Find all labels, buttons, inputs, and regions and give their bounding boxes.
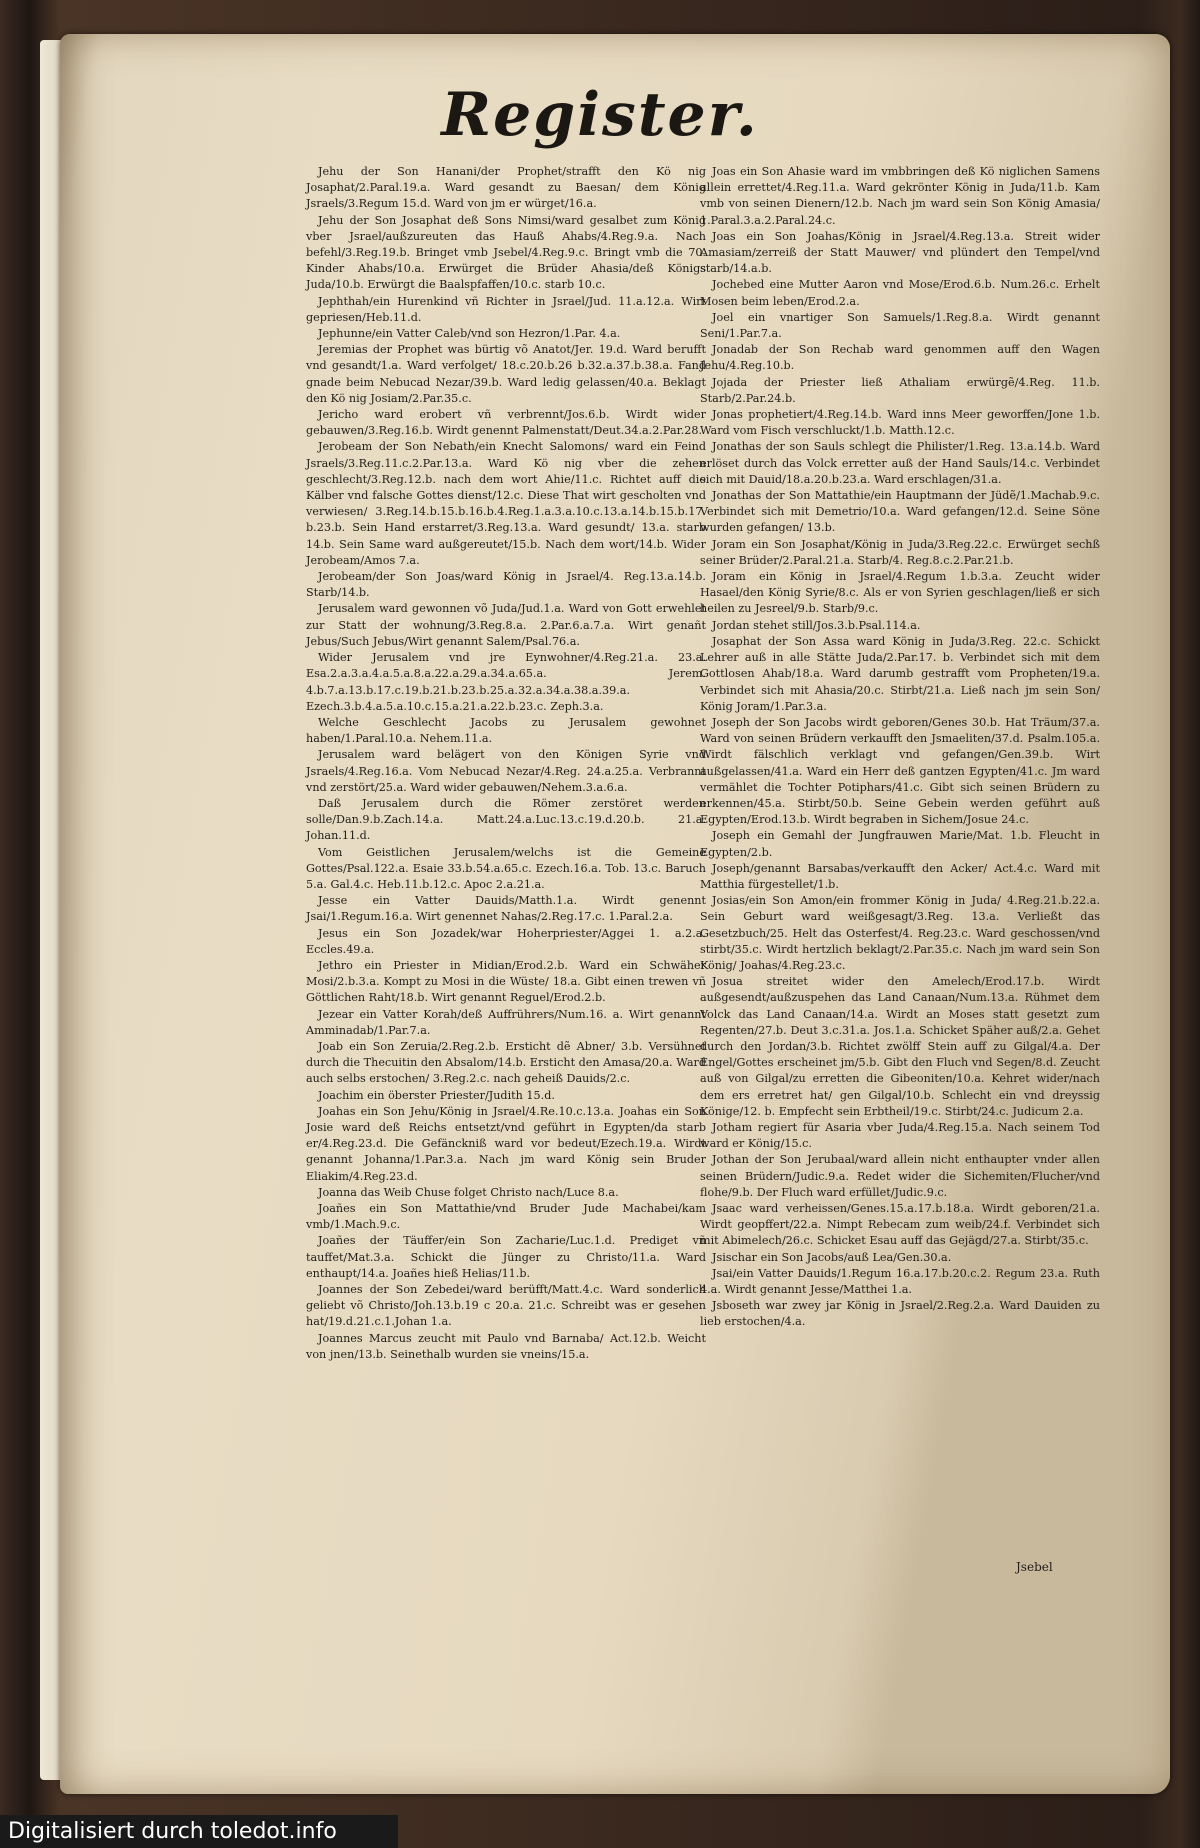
register-column-right	[700, 164, 1100, 1331]
register-entry: Jethro ein Priester in Midian/Erod.2.b. Ward ein Schwäher Mosi/2.b.3.a. Kompt zu Mosi in die Wüste/ 18.a. Gibt einen trewen vñ Göttlichen Raht/18.b. Wirt genannt Reguel/Erod.2.b.	[306, 958, 706, 1005]
register-entry: Jochebed eine Mutter Aaron vnd Mose/Erod.6.b. Num.26.c. Erhelt Mosen beim leben/Erod.2.a.	[700, 278, 1100, 308]
page-heading: Register.	[441, 80, 759, 150]
register-entry: Jerusalem ward belägert von den Königen Syrie vnd Jsraels/4.Reg.16.a. Vom Nebucad Nezar/4.Reg. 24.a.25.a. Verbrannt vnd zerstört/25.a. Ward wider gebauwen/Nehem.3.a.6.a.	[306, 748, 706, 794]
register-entry: Joanna das Weib Chuse folget Christo nach/Luce 8.a.	[318, 1185, 619, 1199]
register-entry: Jesse ein Vatter Dauids/Matth.1.a. Wirdt genennt Jsai/1.Regum.16.a. Wirt genennet Nahas/2.Reg.17.c. 1.Paral.2.a.	[306, 894, 706, 924]
register-entry: Joañes der Täuffer/ein Son Zacharie/Luc.1.d. Prediget vñ tauffet/Mat.3.a. Schickt die Jünger zu Christo/11.a. Ward enthaupt/14.a. Joañes hieß Helias/11.b.	[306, 1234, 706, 1280]
register-entry: Joahas ein Son Jehu/König in Jsrael/4.Re.10.c.13.a. Joahas ein Son Josie ward deß Reichs entsetzt/vnd geführt in Egypten/da starb er/4.Reg.23.d. Die Gefänckniß ward vor bedeut/Ezech.19.a. Wirdt genannt Johanna/1.Par.3.a. Nach jm ward König sein Bruder Eliakim/4.Reg.23.d.	[306, 1104, 706, 1183]
register-entry: Jesus ein Son Jozadek/war Hoherpriester/Aggei 1. a.2.a. Eccles.49.a.	[306, 926, 706, 956]
register-entry: Jsboseth war zwey jar König in Jsrael/2.Reg.2.a. Ward Dauiden zu lieb erstochen/4.a.	[700, 1299, 1100, 1329]
register-entry: Joel ein vnartiger Son Samuels/1.Reg.8.a. Wirdt genannt Seni/1.Par.7.a.	[700, 310, 1100, 341]
register-entry: Jonas prophetiert/4.Reg.14.b. Ward inns Meer geworffen/Jone 1.b. Ward vom Fisch verschluckt/1.b. Matth.12.c.	[700, 408, 1100, 438]
register-entry: Jehu der Son Josaphat deß Sons Nimsi/ward gesalbet zum König vber Jsrael/außzureuten das Hauß Ahabs/4.Reg.9.a. Nach befehl/3.Reg.19.b. Bringet vmb Jsebel/4.Reg.9.c. Bringt vmb die 70. Kinder Ahabs/10.a. Erwürget die Brüder Ahasia/deß Königs Juda/10.b. Erwürgt die Baalspfaffen/10.c. starb 10.c.	[306, 213, 706, 292]
register-entry: Jordan stehet still/Jos.3.b.Psal.114.a.	[712, 618, 921, 632]
register-entry: Jehu der Son Hanani/der Prophet/strafft den Kö nig Josaphat/2.Paral.19.a. Ward gesandt zu Baesan/ dem König Jsraels/3.Regum 15.d. Ward von jm er würget/16.a.	[306, 165, 706, 211]
register-entry: Jsaac ward verheissen/Genes.15.a.17.b.18.a. Wirdt geboren/21.a. Wirdt geopffert/22.a. Nimpt Rebecam zum weib/24.f. Verbindet sich mit Abimelech/26.c. Schicket Esau auff das Gejägd/27.a. Stirbt/35.c.	[700, 1202, 1100, 1248]
register-entry: Joseph/genannt Barsabas/verkaufft den Acker/ Act.4.c. Ward mit Matthia fürgestellet/1.b.	[700, 861, 1100, 891]
register-entry: Daß Jerusalem durch die Römer zerstöret werden solle/Dan.9.b.Zach.14.a. Matt.24.a.Luc.13.c.19.d.20.b. 21.a. Johan.11.d.	[306, 796, 706, 843]
register-entry: Jeremias der Prophet was bürtig võ Anatot/Jer. 19.d. Ward berufft vnd gesandt/1.a. Ward verfolget/ 18.c.20.b.26 b.32.a.37.b.38.a. Fand gnade beim Nebucad Nezar/39.b. Ward ledig gelassen/40.a. Beklagt den Kö nig Josiam/2.Par.35.c.	[306, 343, 706, 405]
catchword: Jsebel	[1016, 1560, 1053, 1574]
register-entry: Joseph ein Gemahl der Jungfrauwen Marie/Mat. 1.b. Fleucht in Egypten/2.b.	[700, 829, 1100, 859]
register-entry: Jerobeam/der Son Joas/ward König in Jsrael/4. Reg.13.a.14.b. Starb/14.b.	[306, 570, 706, 600]
register-entry: Jephthah/ein Hurenkind vñ Richter in Jsrael/Jud. 11.a.12.a. Wirt gepriesen/Heb.11.d.	[306, 294, 706, 324]
register-entry: Jericho ward erobert vñ verbrennt/Jos.6.b. Wirdt wider gebauwen/3.Reg.16.b. Wirdt genennt Palmenstatt/Deut.34.a.2.Par.28.	[306, 408, 706, 438]
register-entry: Josaphat der Son Assa ward König in Juda/3.Reg. 22.c. Schickt Lehrer auß in alle Stätte Juda/2.Par.17. b. Verbindet sich mit dem Gottlosen Ahab/18.a. Ward darumb gestrafft vom Propheten/19.a. Verbindet sich mit Ahasia/20.c. Stirbt/21.a. Ließ nach jm sein Son/ König Joram/1.Par.3.a.	[700, 634, 1100, 713]
register-entry: Jezear ein Vatter Korah/deß Auffrührers/Num.16. a. Wirt genannt Amminadab/1.Par.7.a.	[306, 1007, 706, 1037]
register-entry: Joab ein Son Zeruia/2.Reg.2.b. Ersticht dẽ Abner/ 3.b. Versühnet durch die Thecuitin den Absalom/14.b. Ersticht den Amasa/20.a. Ward auch selbs erstochen/ 3.Reg.2.c. nach geheiß Dauids/2.c.	[306, 1039, 706, 1086]
register-entry: Joannes der Son Zebedei/ward berüfft/Matt.4.c. Ward sonderlich geliebt võ Christo/Joh.13.b.19 c 20.a. 21.c. Schreibt was er gesehen hat/19.d.21.c.1.Johan 1.a.	[306, 1283, 706, 1329]
register-entry: Jerusalem ward gewonnen võ Juda/Jud.1.a. Ward von Gott erwehlet zur Statt der wohnung/3.Reg.8.a. 2.Par.6.a.7.a. Wirt genañt Jebus/Such Jebus/Wirt genannt Salem/Psal.76.a.	[306, 602, 706, 648]
register-entry: Jotham regiert für Asaria vber Juda/4.Reg.15.a. Nach seinem Tod ward er König/15.c.	[700, 1120, 1100, 1151]
register-entry: Jonathas der Son Mattathie/ein Hauptmann der Jüdẽ/1.Machab.9.c. Verbindet sich mit Demetrio/10.a. Ward gefangen/12.d. Seine Söne wurden gefangen/ 13.b.	[700, 489, 1100, 535]
register-entry: Jsai/ein Vatter Dauids/1.Regum 16.a.17.b.20.c.2. Regum 23.a. Ruth 4.a. Wirdt genannt Jesse/Matthei 1.a.	[700, 1266, 1100, 1297]
register-entry: Vom Geistlichen Jerusalem/welchs ist die Gemeine Gottes/Psal.122.a. Esaie 33.b.54.a.65.c. Ezech.16.a. Tob. 13.c. Baruch 5.a. Gal.4.c. Heb.11.b.12.c. Apoc 2.a.21.a.	[306, 845, 706, 891]
register-entry: Joram ein Son Josaphat/König in Juda/3.Reg.22.c. Erwürget sechß seiner Brüder/2.Paral.21.a. Starb/4. Reg.8.c.2.Par.21.b.	[700, 537, 1100, 567]
register-entry: Jerobeam der Son Nebath/ein Knecht Salomons/ ward ein Feind Jsraels/3.Reg.11.c.2.Par.13.a. Ward Kö nig vber die zehen geschlecht/3.Reg.12.b. nach dem wort Ahie/11.c. Richtet auff die Kälber vnd falsche Gottes dienst/12.c. Diese That wirt gescholten vnd verwiesen/ 3.Reg.14.b.15.b.16.b.4.Reg.1.a.3.a.10.c.13.a.14.b.15.b.17. b.23.b. Sein Hand erstarret/3.Reg.13.a. Ward gesundt/ 13.a. starb 14.b. Sein Same ward außgereutet/15.b. Nach dem wort/14.b. Wider Jerobeam/Amos 7.a.	[306, 440, 706, 567]
register-entry: Jonadab der Son Rechab ward genommen auff den Wagen Jehu/4.Reg.10.b.	[700, 343, 1100, 373]
register-entry: Jsischar ein Son Jacobs/auß Lea/Gen.30.a.	[712, 1250, 952, 1264]
register-column-left	[306, 164, 706, 1363]
register-entry: Joas ein Son Joahas/König in Jsrael/4.Reg.13.a. Streit wider Amasiam/zerreiß der Statt Mauwer/ vnd plündert den Tempel/vnd starb/14.a.b.	[700, 229, 1100, 276]
register-entry: Jonathas der son Sauls schlegt die Philister/1.Reg. 13.a.14.b. Ward erlöset durch das Volck erretter auß der Hand Sauls/14.c. Verbindet sich mit Dauid/18.a.20.b.23.a. Ward erschlagen/31.a.	[700, 440, 1100, 486]
register-entry: Josias/ein Son Amon/ein frommer König in Juda/ 4.Reg.21.b.22.a. Sein Geburt ward weißgesagt/3.Reg. 13.a. Verließt das Gesetzbuch/25. Helt das Osterfest/4. Reg.23.c. Ward geschossen/vnd stirbt/35.c. Wirdt hertzlich beklagt/2.Par.35.c. Nach jm ward sein Son König/ Joahas/4.Reg.23.c.	[700, 894, 1100, 972]
register-entry: Joseph der Son Jacobs wirdt geboren/Genes 30.b. Hat Träum/37.a. Ward von seinen Brüdern verkaufft den Jsmaeliten/37.d. Psalm.105.a. Wirdt fälschlich verklagt vnd gefangen/Gen.39.b. Wirt außgelassen/41.a. Ward ein Herr deß gantzen Egypten/41.c. Jm ward vermählet die Tochter Potiphars/41.c. Gibt sich seinen Brüdern zu erkennen/45.a. Stirbt/50.b. Seine Gebein werden geführt auß Egypten/Erod.13.b. Wirdt begraben in Sichem/Josue 24.c.	[700, 715, 1100, 827]
register-entry: Welche Geschlecht Jacobs zu Jerusalem gewohnet haben/1.Paral.10.a. Nehem.11.a.	[306, 715, 706, 746]
register-entry: Josua streitet wider den Amelech/Erod.17.b. Wirdt außgesendt/außzuspehen das Land Canaan/Num.13.a. Rühmet dem Volck das Land Canaan/14.a. Wirdt an Moses statt gesetzt zum Regenten/27.b. Deut 3.c.31.a. Jos.1.a. Schicket Späher auß/2.a. Gehet durch den Jordan/3.b. Richtet zwölff Stein auff zu Gilgal/4.a. Der Engel/Gottes erscheinet jm/5.b. Gibt den Fluch vnd Segen/8.d. Zeucht auß von Gilgal/zu erretten die Gibeoniten/10.a. Kehret wider/nach dem ers erretret hat/ gen Gilgal/10.b. Schlecht ein vnd dreyssig Könige/12. b. Empfecht sein Erbtheil/19.c. Stirbt/24.c. Judicum 2.a.	[700, 975, 1100, 1118]
register-entry: Wider Jerusalem vnd jre Eynwohner/4.Reg.21.a. 23.a. Esa.2.a.3.a.4.a.5.a.8.a.22.a.29.a.34.a.65.a. Jerem. 4.b.7.a.13.b.17.c.19.b.21.b.23.b.25.a.32.a.34.a.38.a.39.a. Ezech.3.b.4.a.5.a.10.c.15.a.21.a.22.b.23.c. Zeph.3.a.	[306, 651, 706, 713]
footer-credit: Digitalisiert durch toledot.info	[8, 1819, 337, 1844]
register-entry: Joas ein Son Ahasie ward im vmbbringen deß Kö niglichen Samens allein errettet/4.Reg.11.a. Ward gekrönter König in Juda/11.b. Kam vmb von seinen Dienern/12.b. Nach jm ward sein Son König Amasia/ 1.Paral.3.a.2.Paral.24.c.	[700, 165, 1100, 227]
register-entry: Jothan der Son Jerubaal/ward allein nicht enthaupter vnder allen seinen Brüdern/Judic.9.a. Redet wider die Sichemiten/Flucher/vnd flohe/9.b. Der Fluch ward erfüllet/Judic.9.c.	[700, 1153, 1100, 1199]
register-entry: Jephunne/ein Vatter Caleb/vnd son Hezron/1.Par. 4.a.	[318, 327, 621, 341]
register-entry: Joannes Marcus zeucht mit Paulo vnd Barnaba/ Act.12.b. Weicht von jnen/13.b. Seinethalb wurden sie vneins/15.a.	[306, 1331, 706, 1361]
register-entry: Joañes ein Son Mattathie/vnd Bruder Jude Machabei/kam vmb/1.Mach.9.c.	[306, 1202, 706, 1232]
register-entry: Jojada der Priester ließ Athaliam erwürgẽ/4.Reg. 11.b. Starb/2.Par.24.b.	[700, 375, 1100, 405]
register-entry: Joachim ein öberster Priester/Judith 15.d.	[318, 1088, 555, 1102]
register-entry: Joram ein König in Jsrael/4.Regum 1.b.3.a. Zeucht wider Hasael/den König Syrie/8.c. Als er von Syrien geschlagen/ließ er sich heilen zu Jesreel/9.b. Starb/9.c.	[700, 570, 1100, 616]
